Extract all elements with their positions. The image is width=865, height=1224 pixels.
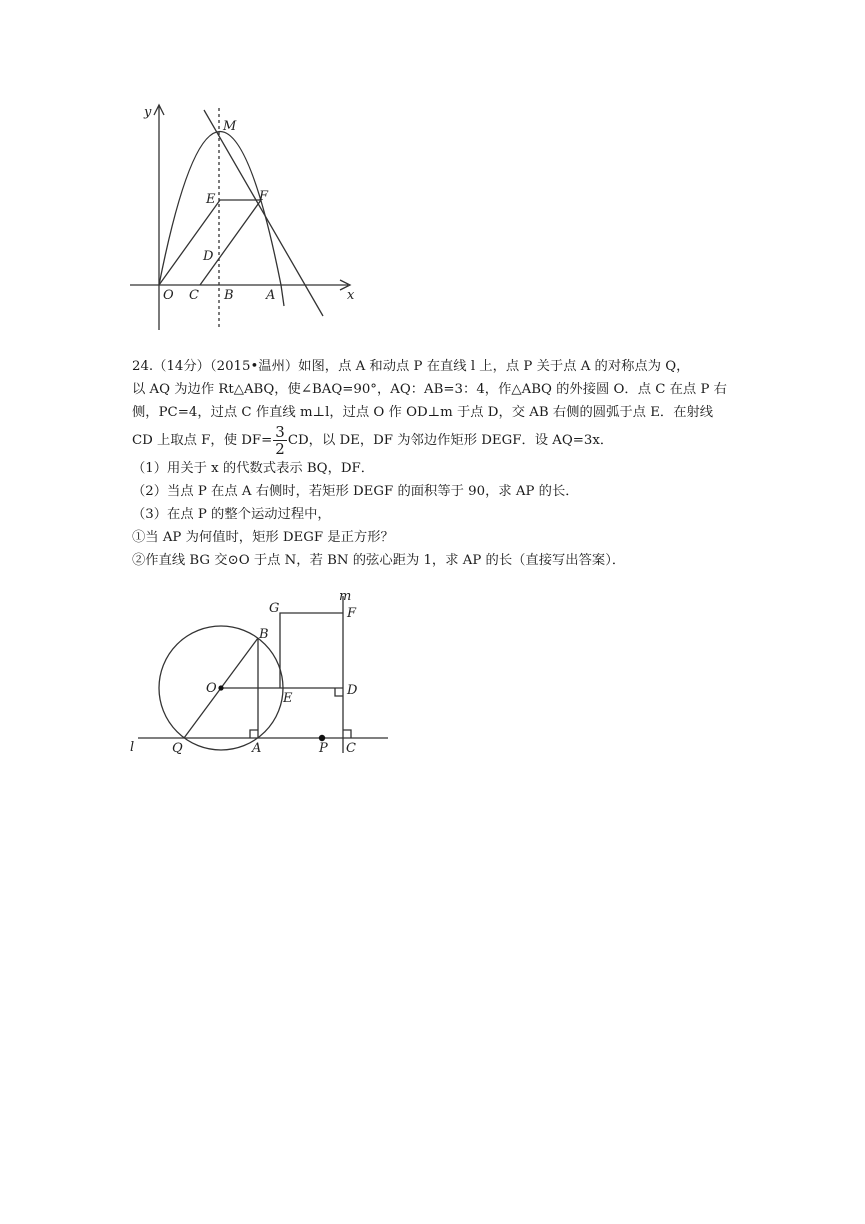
statement-line-2: 以 AQ 为边作 Rt△ABQ，使∠BAQ=90°，AQ：AB=3：4，作△ABQ 的外接圆 O．点 C 在点 P 右 [132, 382, 727, 397]
label-b: B [224, 288, 234, 303]
label-y: y [144, 105, 152, 120]
point-o [218, 685, 223, 690]
question-3-part-1: ①当 AP 为何值时，矩形 DEGF 是正方形？ [132, 530, 394, 545]
fraction-denominator: 2 [275, 440, 285, 458]
statement-line-4 [132, 424, 752, 457]
rectangle-degf [280, 613, 343, 688]
question-2: （2）当点 P 在点 A 右侧时，若矩形 DEGF 的面积等于 90，求 AP 的长． [132, 484, 579, 499]
label-q: Q [172, 741, 183, 756]
label-c: C [189, 288, 199, 303]
parabola-curve [159, 132, 284, 307]
statement-line-4-start: CD 上取点 F，使 DF= [132, 433, 273, 448]
statement-line-3: 侧，PC=4，过点 C 作直线 m⊥l，过点 O 作 OD⊥m 于点 D，交 AB 右侧的圆弧于点 E．在射线 [132, 405, 714, 420]
label-a: A [266, 288, 276, 303]
label-l: l [130, 740, 135, 755]
statement-line-1: 24.（14分）（2015•温州）如图，点 A 和动点 P 在直线 l 上，点 P 关于点 A 的对称点为 Q， [132, 359, 690, 374]
label-e: E [206, 192, 216, 207]
label-x: x [347, 288, 355, 303]
label-c: C [346, 741, 356, 756]
label-m: M [223, 119, 237, 134]
label-d: D [347, 683, 358, 698]
parallelogram-oefc [159, 200, 261, 285]
question-1: （1）用关于 x 的代数式表示 BQ，DF． [132, 461, 375, 476]
problem-statement [132, 355, 752, 457]
label-a: A [252, 741, 262, 756]
parabola-figure [128, 98, 368, 338]
label-f: F [259, 189, 269, 204]
label-f: F [347, 606, 357, 621]
label-o: O [206, 681, 217, 696]
problem-24 [132, 355, 752, 572]
right-angle-a [250, 730, 258, 738]
label-b: B [259, 627, 269, 642]
label-p: P [319, 741, 328, 756]
statement-line-4-end: CD，以 DE，DF 为邻边作矩形 DEGF．设 AQ=3x． [287, 433, 614, 448]
right-angle-c [343, 730, 351, 738]
label-g: G [269, 601, 280, 616]
question-3-part-2: ②作直线 BG 交⊙O 于点 N，若 BN 的弦心距为 1，求 AP 的长（直接写出答案）． [132, 553, 626, 568]
question-3: （3）在点 P 的整个运动过程中， [132, 507, 331, 522]
circle-rectangle-figure [126, 588, 396, 758]
fraction-three-halves [273, 424, 287, 457]
fraction-numerator: 3 [275, 423, 285, 441]
label-e: E [283, 691, 293, 706]
right-angle-d [335, 688, 343, 696]
label-m: m [339, 589, 352, 604]
label-d: D [203, 249, 214, 264]
label-o: O [163, 288, 174, 303]
